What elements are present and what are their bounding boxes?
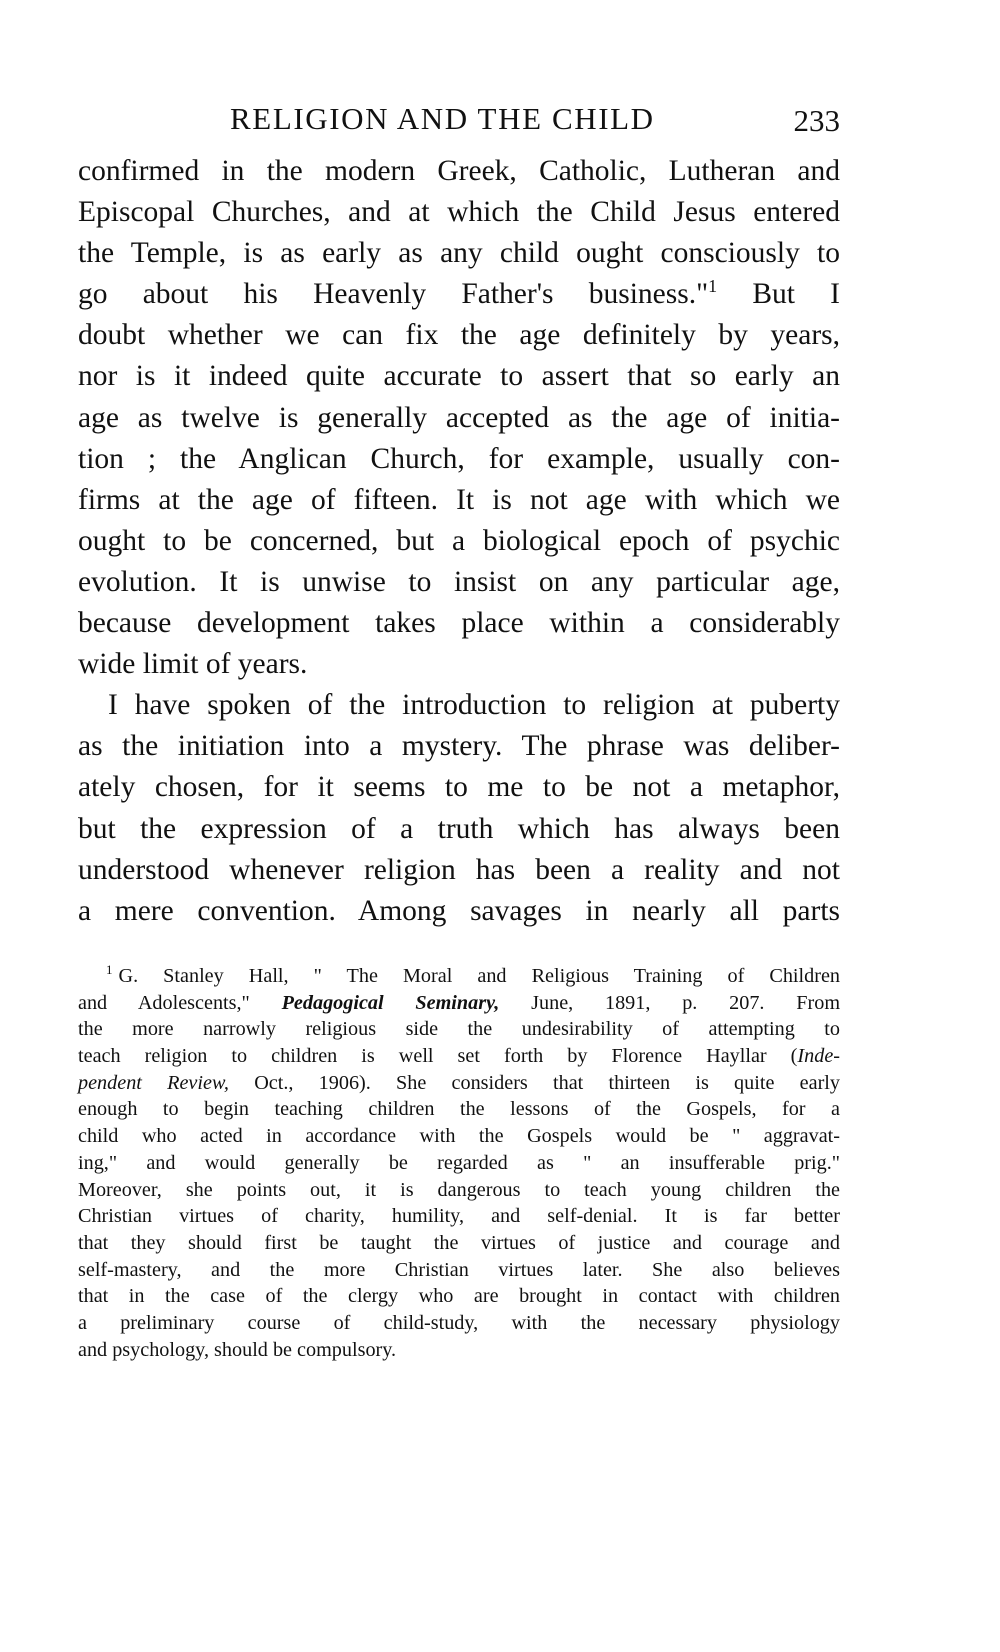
journal-title: Pedagogical Seminary, [281, 991, 500, 1014]
journal-title: pendent Review, [78, 1071, 229, 1094]
text-line: as the initiation into a mystery. The phrase was deliber- [78, 730, 840, 763]
text-line-with-note [78, 274, 840, 315]
text-line: age as twelve is generally accepted as the age of initia- [78, 401, 840, 434]
footnote-line [78, 963, 840, 990]
footnote-line: and psychology, should be compulsory. [78, 1338, 397, 1361]
footnote-text: G. Stanley Hall, " The Moral and Religious Training of Children [118, 965, 840, 987]
footnote-line: that they should first be taught the virtues of justice and courage and [78, 1231, 840, 1254]
text-line: tion ; the Anglican Church, for example, usually con- [78, 442, 840, 475]
footnote [78, 963, 840, 1363]
text-line: ately chosen, for it seems to me to be not a metaphor, [78, 771, 840, 804]
footnote-line: enough to begin teaching children the lessons of the Gospels, for a [78, 1098, 840, 1121]
footnote-line [78, 1043, 840, 1070]
text-line-start: go about his Heavenly Father's business." [78, 278, 709, 311]
main-text [78, 151, 840, 932]
text-line: wide limit of years. [78, 648, 308, 681]
footnote-text: June, 1891, p. 207. From [531, 991, 841, 1014]
footnote-line: a preliminary course of child-study, with the necessary physiology [78, 1311, 840, 1334]
text-line: evolution. It is unwise to insist on any particular age, [78, 565, 840, 598]
footnote-line: the more narrowly religious side the undesirability of attempting to [78, 1018, 840, 1041]
footnote-line: that in the case of the clergy who are brought in contact with children [78, 1285, 840, 1308]
text-line: doubt whether we can fix the age definitely by years, [78, 319, 840, 352]
footnote-line: ing," and would generally be regarded as " an insufferable prig." [78, 1151, 840, 1174]
text-line: because development takes place within a considerably [78, 607, 840, 640]
page-number: 233 [793, 103, 840, 138]
footnote-line [78, 990, 840, 1017]
footnote-line: Christian virtues of charity, humility, and self-denial. It is far better [78, 1205, 840, 1228]
footnote-text: and Adolescents," [78, 991, 250, 1014]
footnote-line: child who acted in accordance with the Gospels would be " aggravat- [78, 1125, 840, 1148]
text-line: I have spoken of the introduction to religion at puberty [108, 689, 840, 722]
page-header [78, 97, 840, 141]
text-line: a mere convention. Among savages in nearly all parts [78, 894, 840, 927]
book-page [78, 0, 840, 1652]
footnote-line [78, 1070, 840, 1097]
footnote-marker: 1 [106, 962, 113, 978]
journal-title: Inde- [797, 1045, 840, 1068]
text-line-end: But I [752, 278, 841, 311]
text-line: but the expression of a truth which has always been [78, 812, 840, 845]
footnote-line: Moreover, she points out, it is dangerous to teach young children the [78, 1178, 840, 1201]
text-line: ought to be concerned, but a biological epoch of psychic [78, 524, 840, 557]
text-line: the Temple, is as early as any child ought consciously to [78, 237, 840, 270]
footnote-text: teach religion to children is well set forth by Florence Hayllar ( [78, 1045, 798, 1068]
text-line: firms at the age of fifteen. It is not age with which we [78, 483, 840, 516]
footnote-text: Oct., 1906). She considers that thirteen is quite early [254, 1071, 840, 1094]
text-line: Episcopal Churches, and at which the Child Jesus entered [78, 196, 840, 229]
text-line: confirmed in the modern Greek, Catholic, Lutheran and [78, 155, 840, 187]
footnote-reference: 1 [708, 276, 718, 297]
running-title: RELIGION AND THE CHILD [230, 101, 655, 136]
text-line: nor is it indeed quite accurate to assert that so early an [78, 360, 840, 393]
footnote-line: self-mastery, and the more Christian virtues later. She also believes [78, 1258, 840, 1281]
text-line: understood whenever religion has been a reality and not [78, 853, 840, 886]
